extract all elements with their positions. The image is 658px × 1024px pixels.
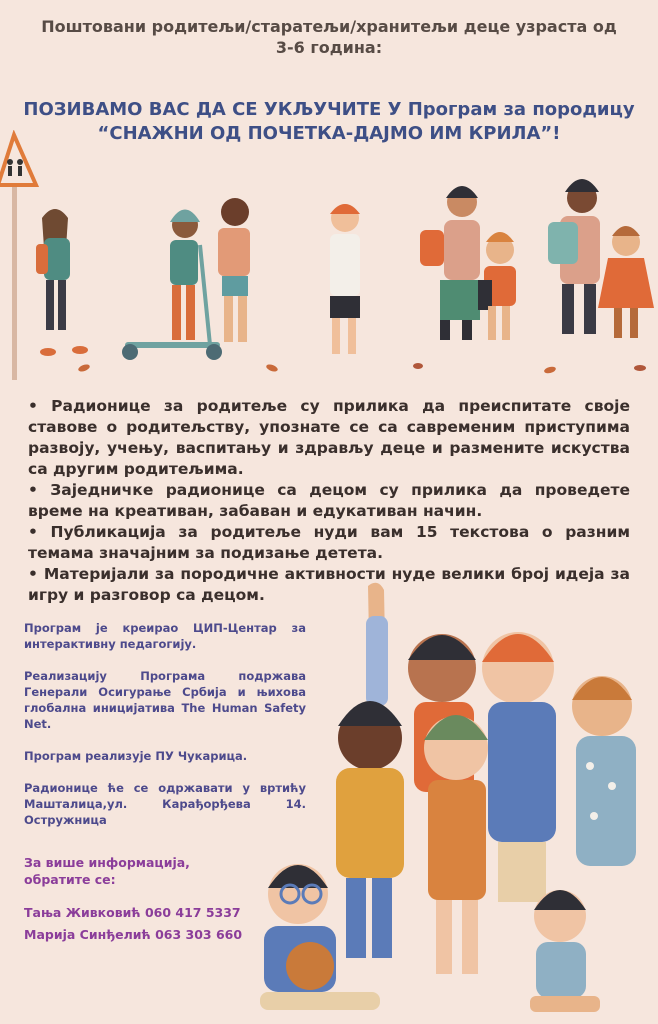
child-figure [478,232,516,340]
info-paragraph: Реализацију Програма подржава Генерали Осигурање Србија и њихова глобална иницијатива The Human Safety Net. [24,669,306,731]
program-benefits-list [28,396,630,606]
list-item: • Публикација за родитеље нуди вам 15 текстова о разним темама значајним за подизање детета. [28,523,630,562]
list-item: • Заједничке радионице са децом су прилика да проведете време на креативан, забаван и едукативан начин. [28,481,630,520]
list-item: • Материјали за породичне активности нуде велики број идеја за игру и разговор са децом. [28,565,630,604]
contact-intro [24,854,284,888]
info-paragraph: Програм реализује ПУ Чукарица. [24,749,248,763]
school-crossing-sign-icon [0,135,36,380]
info-paragraph: Радионице ће се одржавати у вртићу Машталица,ул. Карађорђева 14. Остружница [24,781,306,827]
greeting-line-1: Поштовани родитељи/старатељи/хранитељи деце узраста од [41,17,617,36]
child-figure [420,186,480,340]
contact-list [24,902,284,946]
greeting-heading [0,16,658,58]
invitation-line-2: “СНАЖНИ ОД ПОЧЕТКА-ДАЈМО ИМ КРИЛА”! [97,123,561,144]
greeting-line-2: 3-6 година: [275,38,383,57]
children-walking-illustration [0,130,658,380]
invitation-line-1: ПОЗИВАМО ВАС ДА СЕ УКЉУЧИТЕ У Програм за породицу [23,99,635,120]
contact-intro-line-2: обратите се: [24,872,116,887]
contact-person: Тања Живковић 060 417 5337 [24,905,241,920]
child-figure [36,209,88,356]
child-figure [122,210,222,361]
child-figure [330,204,360,354]
list-item: • Радионице за родитеље су прилика да преиспитате своје ставове о родитељству, упознате се са савременим приступима развоју, учењу, васпитању и здрављу деце и размените искуства са другим родитељима. [28,397,630,478]
child-figure [548,179,600,334]
contact-intro-line-1: За више информација, [24,855,190,870]
child-figure [218,198,250,342]
contact-person: Марија Синђелић 063 303 660 [24,927,243,942]
child-figure [598,226,654,338]
children-group-illustration [250,576,658,1024]
info-paragraph: Програм је креирао ЦИП-Центар за интерактивну педагогију. [24,621,306,651]
